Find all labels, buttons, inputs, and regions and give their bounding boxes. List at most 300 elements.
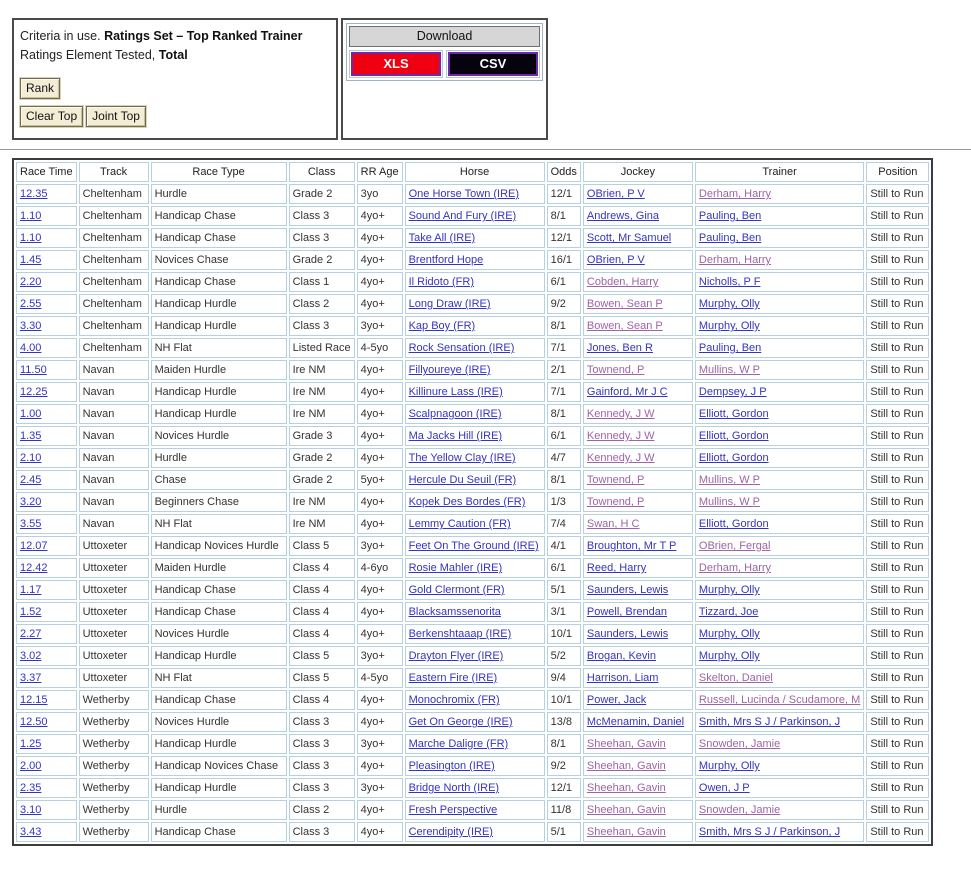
horse-cell <box>405 206 545 226</box>
trainer-cell <box>695 580 864 600</box>
trainer-link[interactable]: Murphy, Olly <box>698 320 760 332</box>
trainer-link[interactable]: Murphy, Olly <box>698 650 760 662</box>
race-time-cell <box>16 228 77 248</box>
race-time-cell <box>16 668 77 688</box>
horse-link[interactable]: Brentford Hope <box>408 254 484 266</box>
track-cell: Navan <box>79 492 149 512</box>
trainer-cell <box>695 646 864 666</box>
race-type-cell: Handicap Hurdle <box>151 316 287 336</box>
track-cell: Navan <box>79 360 149 380</box>
jockey-link[interactable]: Sheehan, Gavin <box>586 782 666 794</box>
horse-link[interactable]: Eastern Fire (IRE) <box>408 672 498 684</box>
trainer-cell <box>695 558 864 578</box>
odds-cell: 6/1 <box>547 558 581 578</box>
horse-link[interactable]: Hercule Du Seuil (FR) <box>408 474 517 486</box>
trainer-cell <box>695 734 864 754</box>
class-cell: Class 3 <box>289 206 355 226</box>
class-cell: Class 3 <box>289 778 355 798</box>
jockey-link[interactable]: Harrison, Liam <box>586 672 659 684</box>
horse-cell <box>405 404 545 424</box>
jockey-link[interactable]: Bowen, Sean P <box>586 298 663 310</box>
odds-cell: 8/1 <box>547 734 581 754</box>
race-time-link[interactable]: 1.52 <box>20 606 42 618</box>
trainer-cell <box>695 668 864 688</box>
race-time-link[interactable]: 1.00 <box>20 408 42 420</box>
jockey-link[interactable]: Scott, Mr Samuel <box>586 232 672 244</box>
race-time-link[interactable]: 3.20 <box>20 496 42 508</box>
jockey-cell <box>583 624 693 644</box>
jockey-cell <box>583 206 693 226</box>
horse-link[interactable]: Take All (IRE) <box>408 232 476 244</box>
horse-link[interactable]: Long Draw (IRE) <box>408 298 491 310</box>
race-type-cell: Maiden Hurdle <box>151 360 287 380</box>
position-cell: Still to Run <box>866 316 929 336</box>
horse-link[interactable]: Berkenshtaaap (IRE) <box>408 628 512 640</box>
horse-link[interactable]: Scalpnagoon (IRE) <box>408 408 502 420</box>
trainer-link[interactable]: Smith, Mrs S J / Parkinson, J <box>698 826 841 838</box>
jockey-cell <box>583 690 693 710</box>
jockey-link[interactable]: Sheehan, Gavin <box>586 738 666 750</box>
jockey-cell <box>583 338 693 358</box>
position-cell: Still to Run <box>866 206 929 226</box>
trainer-link[interactable]: Elliott, Gordon <box>698 408 769 420</box>
position-cell: Still to Run <box>866 228 929 248</box>
jockey-cell <box>583 712 693 732</box>
class-cell: Class 5 <box>289 668 355 688</box>
class-cell: Class 3 <box>289 316 355 336</box>
trainer-link[interactable]: Tizzard, Joe <box>698 606 759 618</box>
track-cell: Navan <box>79 514 149 534</box>
trainer-link[interactable]: Pauling, Ben <box>698 210 762 222</box>
race-time-link[interactable]: 12.42 <box>20 562 48 574</box>
trainer-link[interactable]: Mullins, W P <box>698 474 761 486</box>
download-csv-button[interactable]: CSV <box>448 52 538 76</box>
odds-cell: 11/8 <box>547 800 581 820</box>
race-time-link[interactable]: 12.15 <box>20 694 48 706</box>
track-cell: Wetherby <box>79 800 149 820</box>
odds-cell: 7/1 <box>547 338 581 358</box>
position-cell: Still to Run <box>866 470 929 490</box>
horse-link[interactable]: Feet On The Ground (IRE) <box>408 540 539 552</box>
jockey-cell <box>583 228 693 248</box>
race-type-cell: Handicap Hurdle <box>151 646 287 666</box>
column-header-trainer: Trainer <box>695 162 864 182</box>
jockey-link[interactable]: Swan, H C <box>586 518 640 530</box>
position-cell: Still to Run <box>866 778 929 798</box>
rr-age-cell: 4yo+ <box>357 712 403 732</box>
odds-cell: 5/1 <box>547 822 581 842</box>
jockey-link[interactable]: Brogan, Kevin <box>586 650 656 662</box>
horse-cell <box>405 514 545 534</box>
position-cell: Still to Run <box>866 338 929 358</box>
race-time-link[interactable]: 2.45 <box>20 474 42 486</box>
column-header-track: Track <box>79 162 149 182</box>
download-panel <box>341 18 548 140</box>
position-cell: Still to Run <box>866 580 929 600</box>
jockey-link[interactable]: Bowen, Sean P <box>586 320 663 332</box>
trainer-link[interactable]: Dempsey, J P <box>698 386 767 398</box>
track-cell: Cheltenham <box>79 184 149 204</box>
odds-cell: 8/1 <box>547 206 581 226</box>
position-cell: Still to Run <box>866 426 929 446</box>
jockey-cell <box>583 426 693 446</box>
horse-link[interactable]: Cerendipity (IRE) <box>408 826 493 838</box>
race-type-cell: Hurdle <box>151 184 287 204</box>
rr-age-cell: 4yo+ <box>357 690 403 710</box>
position-cell: Still to Run <box>866 448 929 468</box>
trainer-link[interactable]: Mullins, W P <box>698 496 761 508</box>
jockey-link[interactable]: OBrien, P V <box>586 188 645 200</box>
race-time-link[interactable]: 3.37 <box>20 672 42 684</box>
table-row <box>16 338 929 358</box>
position-cell: Still to Run <box>866 602 929 622</box>
trainer-link[interactable]: Derham, Harry <box>698 562 772 574</box>
race-time-link[interactable]: 1.17 <box>20 584 42 596</box>
rr-age-cell: 4yo+ <box>357 756 403 776</box>
trainer-link[interactable]: Russell, Lucinda / Scudamore, M <box>698 694 861 706</box>
race-time-link[interactable]: 4.00 <box>20 342 42 354</box>
position-cell: Still to Run <box>866 668 929 688</box>
track-cell: Uttoxeter <box>79 536 149 556</box>
element-tested-prefix: Ratings Element Tested, <box>20 48 159 62</box>
race-type-cell: Handicap Chase <box>151 580 287 600</box>
jockey-cell <box>583 470 693 490</box>
class-cell: Class 3 <box>289 756 355 776</box>
track-cell: Cheltenham <box>79 338 149 358</box>
jockey-link[interactable]: Townend, P <box>586 496 645 508</box>
race-type-cell: Novices Chase <box>151 250 287 270</box>
table-row <box>16 206 929 226</box>
trainer-cell <box>695 338 864 358</box>
class-cell: Class 5 <box>289 536 355 556</box>
position-cell: Still to Run <box>866 250 929 270</box>
track-cell: Uttoxeter <box>79 646 149 666</box>
jockey-link[interactable]: Power, Jack <box>586 694 647 706</box>
odds-cell: 12/1 <box>547 778 581 798</box>
track-cell: Uttoxeter <box>79 580 149 600</box>
race-time-link[interactable]: 1.25 <box>20 738 42 750</box>
rr-age-cell: 4-5yo <box>357 668 403 688</box>
position-cell: Still to Run <box>866 514 929 534</box>
jockey-link[interactable]: Sheehan, Gavin <box>586 826 666 838</box>
track-cell: Uttoxeter <box>79 624 149 644</box>
jockey-link[interactable]: Powell, Brendan <box>586 606 667 618</box>
horse-link[interactable]: Il Ridoto (FR) <box>408 276 474 288</box>
table-row <box>16 272 929 292</box>
odds-cell: 3/1 <box>547 602 581 622</box>
rr-age-cell: 4yo+ <box>357 360 403 380</box>
trainer-link[interactable]: Snowden, Jamie <box>698 738 781 750</box>
race-time-link[interactable]: 3.30 <box>20 320 42 332</box>
race-time-cell <box>16 316 77 336</box>
track-cell: Cheltenham <box>79 228 149 248</box>
rr-age-cell: 4-6yo <box>357 558 403 578</box>
jockey-link[interactable]: Cobden, Harry <box>586 276 659 288</box>
horse-cell <box>405 338 545 358</box>
trainer-cell <box>695 536 864 556</box>
race-time-link[interactable]: 11.50 <box>20 364 47 376</box>
race-type-cell: Handicap Hurdle <box>151 404 287 424</box>
horse-link[interactable]: Fillyoureye (IRE) <box>408 364 491 376</box>
jockey-link[interactable]: Kennedy, J W <box>586 452 655 464</box>
trainer-link[interactable]: Elliott, Gordon <box>698 430 769 442</box>
race-time-link[interactable]: 2.35 <box>20 782 42 794</box>
position-cell: Still to Run <box>866 360 929 380</box>
track-cell: Uttoxeter <box>79 668 149 688</box>
trainer-link[interactable]: Murphy, Olly <box>698 584 760 596</box>
rr-age-cell: 4yo+ <box>357 800 403 820</box>
race-type-cell: Chase <box>151 470 287 490</box>
odds-cell: 7/1 <box>547 382 581 402</box>
race-type-cell: NH Flat <box>151 668 287 688</box>
horse-link[interactable]: Pleasington (IRE) <box>408 760 495 772</box>
jockey-link[interactable]: Broughton, Mr T P <box>586 540 677 552</box>
jockey-link[interactable]: Gainford, Mr J C <box>586 386 668 398</box>
trainer-cell <box>695 360 864 380</box>
position-cell: Still to Run <box>866 272 929 292</box>
table-row <box>16 712 929 732</box>
trainer-link[interactable]: Murphy, Olly <box>698 298 760 310</box>
race-time-cell <box>16 184 77 204</box>
horse-link[interactable]: Ma Jacks Hill (IRE) <box>408 430 503 442</box>
trainer-link[interactable]: Mullins, W P <box>698 364 761 376</box>
race-type-cell: NH Flat <box>151 338 287 358</box>
jockey-cell <box>583 404 693 424</box>
jockey-cell <box>583 492 693 512</box>
jockey-link[interactable]: Townend, P <box>586 474 645 486</box>
trainer-link[interactable]: Derham, Harry <box>698 254 772 266</box>
trainer-link[interactable]: Murphy, Olly <box>698 760 760 772</box>
horse-link[interactable]: Fresh Perspective <box>408 804 498 816</box>
track-cell: Cheltenham <box>79 272 149 292</box>
horse-link[interactable]: Kopek Des Bordes (FR) <box>408 496 526 508</box>
table-row <box>16 558 929 578</box>
horse-link[interactable]: Bridge North (IRE) <box>408 782 500 794</box>
trainer-link[interactable]: OBrien, Fergal <box>698 540 771 552</box>
trainer-link[interactable]: Snowden, Jamie <box>698 804 781 816</box>
trainer-link[interactable]: Owen, J P <box>698 782 750 794</box>
position-cell: Still to Run <box>866 756 929 776</box>
race-time-link[interactable]: 3.55 <box>20 518 42 530</box>
class-cell: Class 4 <box>289 558 355 578</box>
trainer-cell <box>695 206 864 226</box>
horse-cell <box>405 712 545 732</box>
jockey-link[interactable]: Jones, Ben R <box>586 342 653 354</box>
odds-cell: 9/4 <box>547 668 581 688</box>
race-time-link[interactable]: 12.07 <box>20 540 48 552</box>
horse-link[interactable]: Marche Daligre (FR) <box>408 738 509 750</box>
race-time-link[interactable]: 2.27 <box>20 628 42 640</box>
rr-age-cell: 4yo+ <box>357 294 403 314</box>
horse-link[interactable]: One Horse Town (IRE) <box>408 188 520 200</box>
jockey-link[interactable]: Townend, P <box>586 364 645 376</box>
class-cell: Class 3 <box>289 228 355 248</box>
race-type-cell: Handicap Chase <box>151 228 287 248</box>
position-cell: Still to Run <box>866 800 929 820</box>
race-time-link[interactable]: 3.43 <box>20 826 42 838</box>
trainer-link[interactable]: Murphy, Olly <box>698 628 760 640</box>
horse-link[interactable]: Drayton Flyer (IRE) <box>408 650 504 662</box>
horse-link[interactable]: Monochromix (FR) <box>408 694 500 706</box>
odds-cell: 4/7 <box>547 448 581 468</box>
divider-rule <box>0 149 971 150</box>
rr-age-cell: 5yo+ <box>357 470 403 490</box>
race-time-cell <box>16 712 77 732</box>
jockey-link[interactable]: Kennedy, J W <box>586 430 655 442</box>
race-time-cell <box>16 734 77 754</box>
horse-cell <box>405 492 545 512</box>
race-time-link[interactable]: 2.55 <box>20 298 42 310</box>
horse-cell <box>405 184 545 204</box>
position-cell: Still to Run <box>866 382 929 402</box>
race-time-link[interactable]: 1.45 <box>20 254 42 266</box>
criteria-prefix: Criteria in use. <box>20 29 105 43</box>
odds-cell: 4/1 <box>547 536 581 556</box>
trainer-link[interactable]: Skelton, Daniel <box>698 672 773 684</box>
rr-age-cell: 4yo+ <box>357 580 403 600</box>
race-time-link[interactable]: 3.02 <box>20 650 42 662</box>
jockey-link[interactable]: Sheehan, Gavin <box>586 760 666 772</box>
track-cell: Wetherby <box>79 734 149 754</box>
class-cell: Class 4 <box>289 690 355 710</box>
horse-cell <box>405 580 545 600</box>
position-cell: Still to Run <box>866 822 929 842</box>
race-time-cell <box>16 250 77 270</box>
race-time-link[interactable]: 3.10 <box>20 804 42 816</box>
odds-cell: 8/1 <box>547 404 581 424</box>
horse-cell <box>405 602 545 622</box>
race-time-link[interactable]: 2.20 <box>20 276 42 288</box>
track-cell: Navan <box>79 382 149 402</box>
race-time-link[interactable]: 1.10 <box>20 232 42 244</box>
joint-top-button[interactable]: Joint Top <box>86 106 146 127</box>
position-cell: Still to Run <box>866 690 929 710</box>
horse-link[interactable]: The Yellow Clay (IRE) <box>408 452 516 464</box>
trainer-link[interactable]: Smith, Mrs S J / Parkinson, J <box>698 716 841 728</box>
horse-link[interactable]: Get On George (IRE) <box>408 716 513 728</box>
race-time-cell <box>16 338 77 358</box>
race-time-cell <box>16 426 77 446</box>
column-header-race-time: Race Time <box>16 162 77 182</box>
track-cell: Wetherby <box>79 712 149 732</box>
rr-age-cell: 4yo+ <box>357 206 403 226</box>
rank-button[interactable]: Rank <box>20 78 60 99</box>
table-row <box>16 734 929 754</box>
horse-link[interactable]: Sound And Fury (IRE) <box>408 210 517 222</box>
race-table-head <box>16 162 929 182</box>
trainer-link[interactable]: Pauling, Ben <box>698 342 762 354</box>
table-row <box>16 536 929 556</box>
track-cell: Uttoxeter <box>79 558 149 578</box>
download-xls-button[interactable]: XLS <box>351 52 441 76</box>
class-cell: Class 1 <box>289 272 355 292</box>
horse-cell <box>405 778 545 798</box>
track-cell: Wetherby <box>79 756 149 776</box>
horse-link[interactable]: Gold Clermont (FR) <box>408 584 505 596</box>
trainer-link[interactable]: Elliott, Gordon <box>698 452 769 464</box>
odds-cell: 5/1 <box>547 580 581 600</box>
trainer-cell <box>695 624 864 644</box>
jockey-link[interactable]: Sheehan, Gavin <box>586 804 666 816</box>
table-row <box>16 822 929 842</box>
jockey-link[interactable]: Reed, Harry <box>586 562 647 574</box>
race-time-link[interactable]: 1.10 <box>20 210 42 222</box>
race-time-cell <box>16 602 77 622</box>
horse-link[interactable]: Blacksamssenorita <box>408 606 501 618</box>
jockey-link[interactable]: Andrews, Gina <box>586 210 660 222</box>
trainer-cell <box>695 382 864 402</box>
trainer-cell <box>695 184 864 204</box>
trainer-link[interactable]: Elliott, Gordon <box>698 518 769 530</box>
jockey-cell <box>583 316 693 336</box>
horse-link[interactable]: Killinure Lass (IRE) <box>408 386 503 398</box>
race-time-link[interactable]: 2.10 <box>20 452 42 464</box>
trainer-cell <box>695 778 864 798</box>
horse-cell <box>405 360 545 380</box>
jockey-cell <box>583 580 693 600</box>
race-type-cell: Handicap Chase <box>151 690 287 710</box>
horse-link[interactable]: Lemmy Caution (FR) <box>408 518 511 530</box>
jockey-link[interactable]: Saunders, Lewis <box>586 584 669 596</box>
rr-age-cell: 4yo+ <box>357 624 403 644</box>
race-time-cell <box>16 404 77 424</box>
horse-cell <box>405 316 545 336</box>
clear-top-button[interactable]: Clear Top <box>20 106 83 127</box>
trainer-cell <box>695 426 864 446</box>
race-time-cell <box>16 646 77 666</box>
jockey-link[interactable]: Saunders, Lewis <box>586 628 669 640</box>
race-table-body <box>16 184 929 842</box>
odds-cell: 9/2 <box>547 294 581 314</box>
jockey-link[interactable]: McMenamin, Daniel <box>586 716 685 728</box>
horse-link[interactable]: Kap Boy (FR) <box>408 320 476 332</box>
race-time-link[interactable]: 2.00 <box>20 760 42 772</box>
class-cell: Grade 2 <box>289 470 355 490</box>
race-time-link[interactable]: 12.50 <box>20 716 48 728</box>
track-cell: Navan <box>79 404 149 424</box>
table-row <box>16 426 929 446</box>
race-time-cell <box>16 448 77 468</box>
race-time-link[interactable]: 1.35 <box>20 430 42 442</box>
odds-cell: 12/1 <box>547 184 581 204</box>
trainer-link[interactable]: Pauling, Ben <box>698 232 762 244</box>
horse-link[interactable]: Rock Sensation (IRE) <box>408 342 515 354</box>
race-time-link[interactable]: 12.35 <box>20 188 48 200</box>
class-cell: Ire NM <box>289 360 355 380</box>
jockey-link[interactable]: Kennedy, J W <box>586 408 655 420</box>
table-row <box>16 580 929 600</box>
class-cell: Class 3 <box>289 712 355 732</box>
odds-cell: 5/2 <box>547 646 581 666</box>
rr-age-cell: 3yo+ <box>357 316 403 336</box>
jockey-link[interactable]: OBrien, P V <box>586 254 645 266</box>
table-row <box>16 624 929 644</box>
xls-cell <box>349 50 443 78</box>
jockey-cell <box>583 646 693 666</box>
trainer-cell <box>695 250 864 270</box>
race-time-cell <box>16 558 77 578</box>
trainer-cell <box>695 602 864 622</box>
horse-cell <box>405 250 545 270</box>
class-cell: Class 3 <box>289 734 355 754</box>
horse-link[interactable]: Rosie Mahler (IRE) <box>408 562 503 574</box>
trainer-link[interactable]: Derham, Harry <box>698 188 772 200</box>
trainer-link[interactable]: Nicholls, P F <box>698 276 761 288</box>
rr-age-cell: 4yo+ <box>357 514 403 534</box>
race-time-link[interactable]: 12.25 <box>20 386 48 398</box>
class-cell: Grade 2 <box>289 250 355 270</box>
table-row <box>16 448 929 468</box>
